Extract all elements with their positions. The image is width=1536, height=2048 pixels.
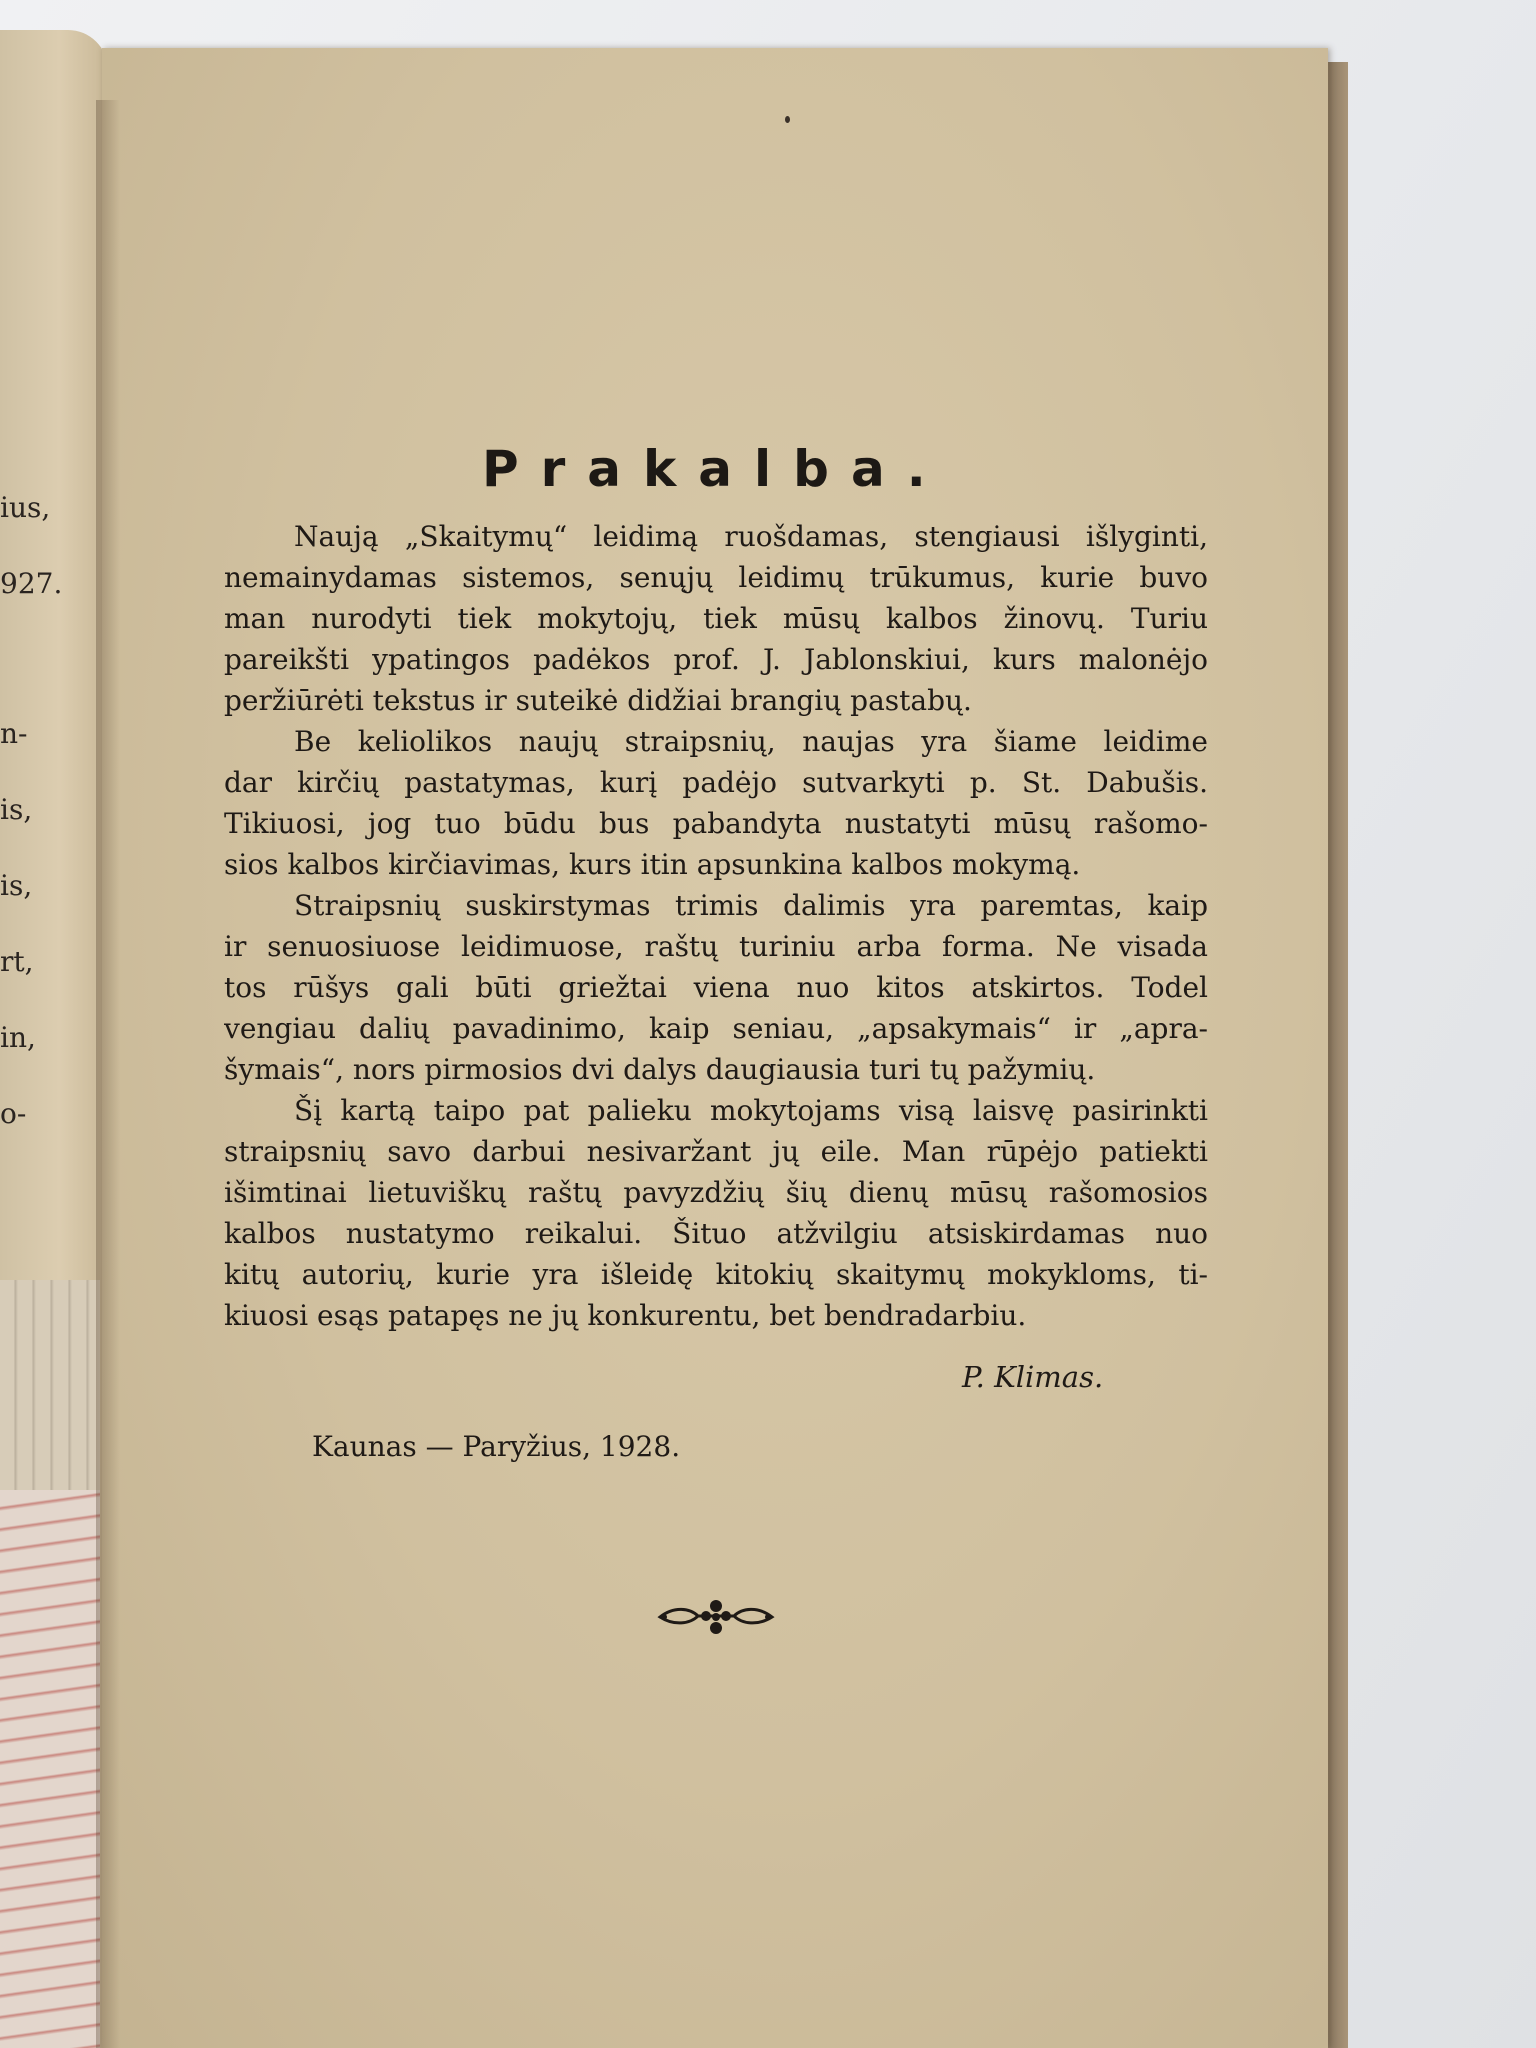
text-line: dar kirčių pastatymas, kurį padėjo sutvarkyti p. St. Dabušis. xyxy=(224,766,1208,799)
text-line: tos rūšys gali būti griežtai viena nuo kitos atskirtos. Todel xyxy=(224,971,1208,1004)
left-fragment: in, xyxy=(0,1021,36,1054)
text-line: peržiūrėti tekstus ir suteikė didžiai brangių pastabų. xyxy=(224,684,972,717)
text-line: kalbos nustatymo reikalui. Šituo atžvilgiu atsiskirdamas nuo xyxy=(224,1217,1208,1250)
left-fragment: rt, xyxy=(0,945,34,978)
text-line: sios kalbos kirčiavimas, kurs itin apsunkina kalbos mokymą. xyxy=(224,848,1081,881)
text-line: Be keliolikos naujų straipsnių, naujas yra šiame leidime xyxy=(294,725,1208,758)
left-fragment: 927. xyxy=(0,567,63,600)
place-and-date: Kaunas — Paryžius, 1928. xyxy=(312,1430,681,1463)
text-line: ir senuosiuose leidimuose, raštų turiniu arba forma. Ne visada xyxy=(224,930,1208,963)
text-line: Straipsnių suskirstymas trimis dalimis yra paremtas, kaip xyxy=(294,889,1208,922)
page-title: Prakalba. xyxy=(482,440,948,498)
text-line: pareikšti ypatingos padėkos prof. J. Jablonskiui, kurs malonėjo xyxy=(224,643,1208,676)
paragraph xyxy=(224,721,1208,885)
text-line: kiuosi esąs patapęs ne jų konkurentu, bet bendradarbiu. xyxy=(224,1299,1027,1332)
left-fragment: o- xyxy=(0,1097,27,1130)
text-line: Tikiuosi, jog tuo būdu bus pabandyta nustatyti mūsų rašomo- xyxy=(224,807,1208,840)
paragraph xyxy=(224,1090,1208,1336)
book-cover-striped-edge xyxy=(0,1490,100,2048)
text-line: kitų autorių, kurie yra išleidę kitokių skaitymų mokykloms, ti- xyxy=(224,1258,1208,1291)
left-fragment: is, xyxy=(0,793,33,826)
text-line: išimtinai lietuviškų raštų pavyzdžių šių dienų mūsų rašomosios xyxy=(224,1176,1208,1209)
author-signature: P. Klimas. xyxy=(962,1360,1104,1394)
text-line: Naują „Skaitymų“ leidimą ruošdamas, stengiausi išlyginti, xyxy=(294,520,1208,553)
book-page xyxy=(102,48,1328,2048)
text-line: nemainydamas sistemos, senųjų leidimų trūkumus, kurie buvo xyxy=(224,561,1208,594)
text-line: straipsnių savo darbui nesivaržant jų eile. Man rūpėjo patiekti xyxy=(224,1135,1208,1168)
preface-body xyxy=(224,516,1208,1336)
left-page-text-fragments xyxy=(0,470,100,1152)
left-fragment: is, xyxy=(0,869,33,902)
text-line: šymais“, nors pirmosios dvi dalys daugiausia turi tų pažymių. xyxy=(224,1053,1096,1086)
facing-left-page xyxy=(0,30,108,2048)
paragraph xyxy=(224,885,1208,1090)
spine-shadow xyxy=(96,100,120,2048)
left-fragment: ius, xyxy=(0,491,51,524)
paragraph xyxy=(224,516,1208,721)
fleuron-ornament-icon xyxy=(654,1592,778,1642)
text-line: Šį kartą taipo pat palieku mokytojams visą laisvę pasirinkti xyxy=(294,1094,1208,1127)
left-fragment: n- xyxy=(0,717,28,750)
text-line: vengiau dalių pavadinimo, kaip seniau, „apsakymais“ ir „apra- xyxy=(224,1012,1208,1045)
paper-speck xyxy=(785,116,790,123)
text-line: man nurodyti tiek mokytojų, tiek mūsų kalbos žinovų. Turiu xyxy=(224,602,1208,635)
